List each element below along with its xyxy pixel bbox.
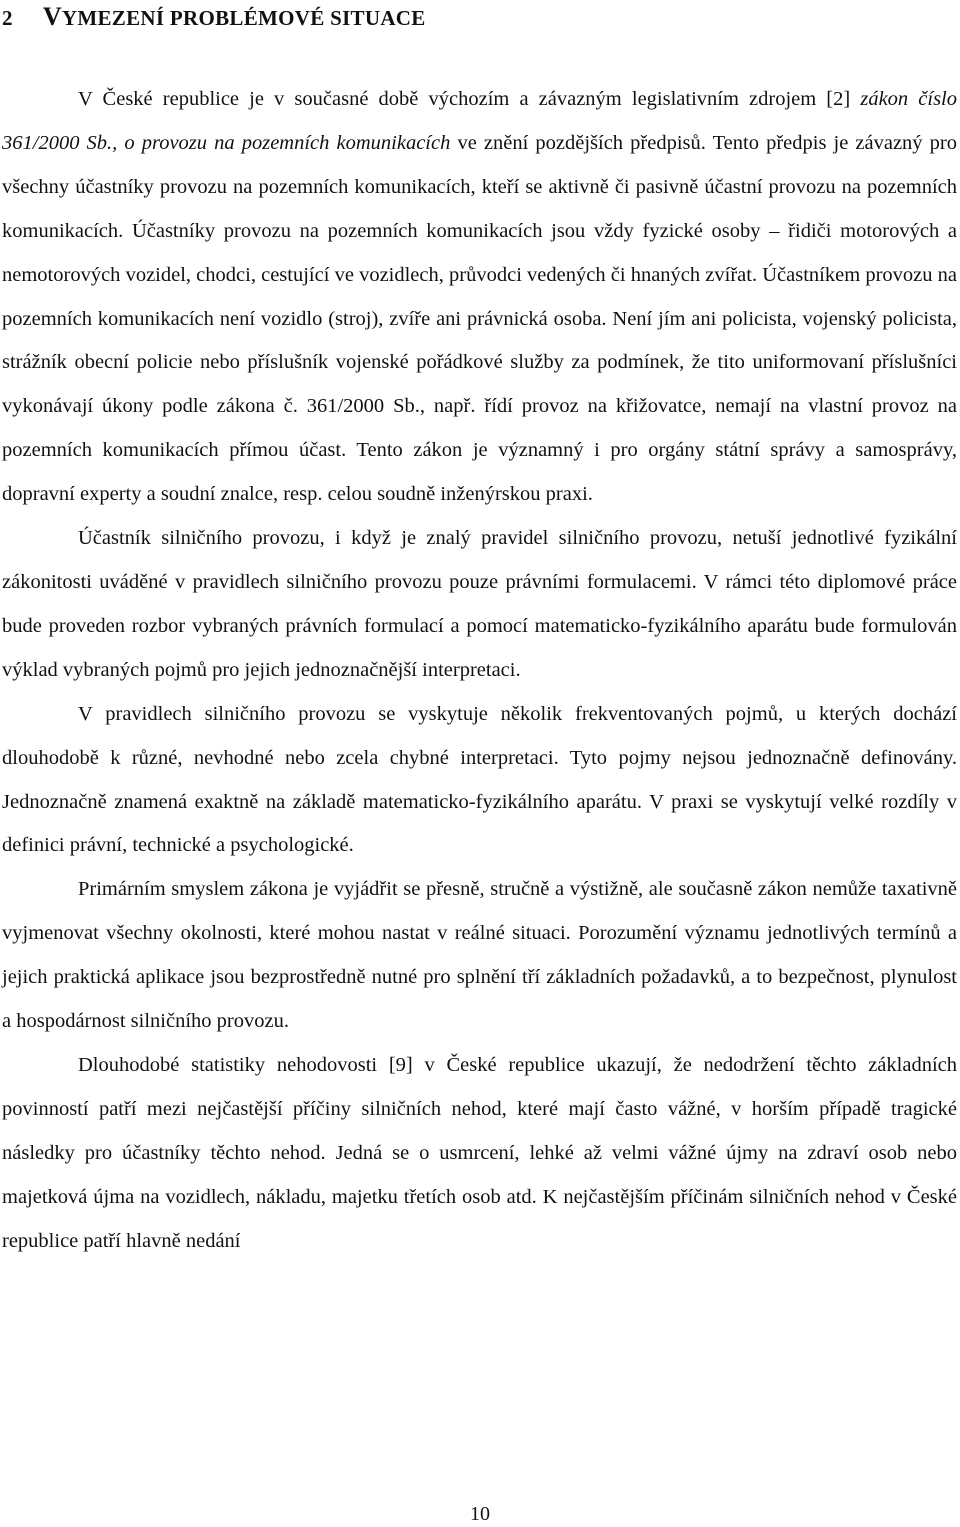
chapter-number: 2 <box>2 6 13 30</box>
paragraph-1 <box>2 78 957 517</box>
body-text <box>2 78 957 1263</box>
paragraph-4: Primárním smyslem zákona je vyjádřit se přesně, stručně a výstižně, ale současně zákon nemůže taxativně vyjmenovat všechny okolnosti, které mohou nastat v reálné situaci. Porozumění významu jednotlivých termínů a jejich praktická aplikace jsou bezprostředně nutné pro splnění tří základních požadavků, a to bezpečnost, plynulost a hospodárnost silničního provozu. <box>2 878 957 1033</box>
law-citation: zákon číslo 361/2000 Sb., o provozu na pozemních komunikacích <box>2 88 958 154</box>
paragraph-1-text-end: ve znění pozdějších předpisů. Tento předpis je závazný pro všechny účastníky provozu na pozemních komunikacích, kteří se aktivně či pasivně účastní provozu na pozemních komunikacích. Účastníky provozu na pozemních komunikacích jsou vždy fyzické osoby – řidiči motorových a nemotorových vozidel, chodci, cestující ve vozidlech, průvodci vedených či hnaných zvířat. Účastníkem provozu na pozemních komunikacích není vozidlo (stroj), zvíře ani právnická osoba. Není jím ani policista, vojenský policista, strážník obecní policie nebo příslušník vojenské pořádkové služby za podmínek, že tito uniformovaní příslušníci vykonávají úkony podle zákona č. 361/2000 Sb., např. řídí provoz na křižovatce, nemají na vlastní provoz na pozemních komunikacích přímou účast. Tento zákon je významný i pro orgány státní správy a samosprávy, dopravní experty a soudní znalce, resp. celou soudně inženýrskou praxi. <box>2 131 957 506</box>
chapter-title-rest: YMEZENÍ PROBLÉMOVÉ SITUACE <box>61 6 426 30</box>
chapter-title-initial: V <box>42 2 62 31</box>
chapter-heading <box>2 0 426 35</box>
paragraph-2: Účastník silničního provozu, i když je znalý pravidel silničního provozu, netuší jednotlivé fyzikální zákonitosti uváděné v pravidlech silničního provozu pouze právními formulacemi. V rámci této diplomové práce bude proveden rozbor vybraných právních formulací a pomocí matematicko-fyzikálního aparátu bude formulován výklad vybraných pojmů pro jejich jednoznačnější interpretaci. <box>2 527 957 681</box>
paragraph-1-text-start: V České republice je v současné době výchozím a závazným legislativním zdrojem [2] <box>78 88 861 110</box>
page-number: 10 <box>470 1503 490 1525</box>
paragraph-3: V pravidlech silničního provozu se vyskytuje několik frekventovaných pojmů, u kterých dochází dlouhodobě k různé, nevhodné nebo zcela chybné interpretaci. Tyto pojmy nejsou jednoznačně definovány. Jednoznačně znamená exaktně na základě matematicko-fyzikálního aparátu. V praxi se vyskytují velké rozdíly v definici právní, technické a psychologické. <box>2 702 957 857</box>
paragraph-5: Dlouhodobé statistiky nehodovosti [9] v České republice ukazují, že nedodržení těchto základních povinností patří mezi nejčastější příčiny silničních nehod, které mají často vážné, v horším případě tragické následky pro účastníky těchto nehod. Jedná se o usmrcení, lehké až velmi vážné újmy na zdraví osob nebo majetková újma na vozidlech, nákladu, majetku třetích osob atd. K nejčastějším příčinám silničních nehod v České republice patří hlavně nedání <box>2 1053 957 1252</box>
